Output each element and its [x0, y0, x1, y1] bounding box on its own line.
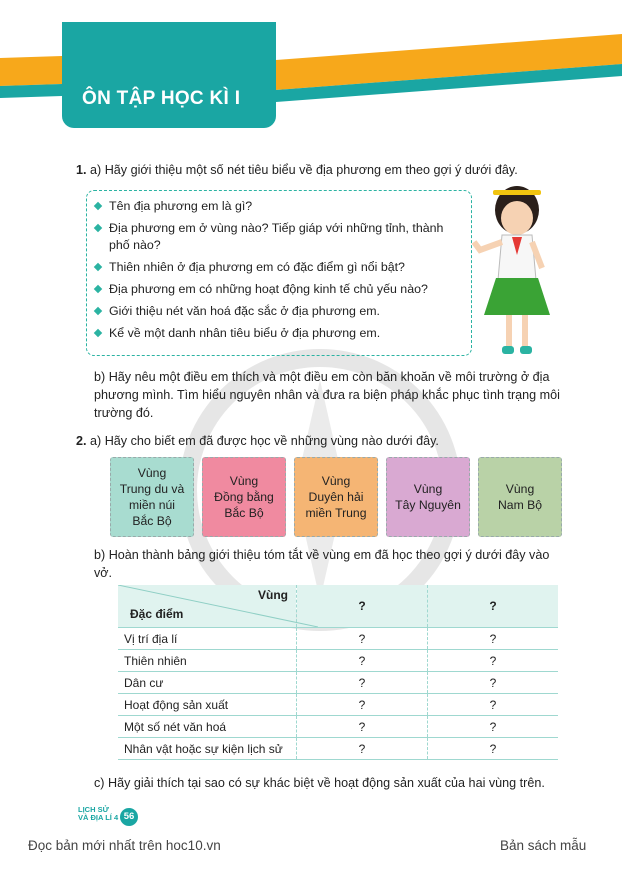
page-number: 56	[120, 808, 138, 826]
cell: ?	[297, 650, 428, 672]
cell: ?	[297, 738, 428, 760]
cell: ?	[297, 672, 428, 694]
region-card: Vùng Trung du và miền núi Bắc Bộ	[110, 457, 194, 537]
row-label: Một số nét văn hoá	[118, 716, 297, 738]
summary-table	[118, 585, 558, 760]
cell: ?	[428, 716, 559, 738]
cell: ?	[428, 628, 559, 650]
region-card: Vùng Duyên hải miền Trung	[294, 457, 378, 537]
table-row	[118, 694, 558, 716]
question-1a: 1. a) Hãy giới thiệu một số nét tiêu biểu về địa phương em theo gợi ý dưới đây.	[76, 163, 518, 177]
region-card: Vùng Tây Nguyên	[386, 457, 470, 537]
row-label: Dân cư	[118, 672, 297, 694]
cell: ?	[297, 694, 428, 716]
table-row	[118, 650, 558, 672]
table-row	[118, 628, 558, 650]
bullet-item: Kể về một danh nhân tiêu biểu ở địa phương em.	[109, 325, 463, 342]
footer-sample-label: Bản sách mẫu	[500, 838, 587, 853]
cell: ?	[428, 738, 559, 760]
table-row	[118, 738, 558, 760]
page-title: ÔN TẬP HỌC KÌ I	[82, 88, 241, 109]
cell: ?	[297, 716, 428, 738]
suggestion-box	[86, 190, 472, 356]
bullet-item: Địa phương em ở vùng nào? Tiếp giáp với những tỉnh, thành phố nào?	[109, 220, 454, 254]
table-row	[118, 672, 558, 694]
cell: ?	[428, 650, 559, 672]
table-header-row	[118, 585, 558, 628]
question-2c: c) Hãy giải thích tại sao có sự khác biệt về hoạt động sản xuất của hai vùng trên.	[94, 776, 545, 790]
header-col-1: ?	[297, 585, 428, 628]
cell: ?	[428, 672, 559, 694]
footer-source: Đọc bản mới nhất trên hoc10.vn	[28, 838, 221, 853]
bullet-item: Tên địa phương em là gì?	[109, 198, 463, 215]
header-feature-label: Đặc điểm	[130, 607, 184, 621]
row-label: Thiên nhiên	[118, 650, 297, 672]
cell: ?	[428, 694, 559, 716]
student-girl-illustration	[462, 180, 572, 365]
subject-logo: LỊCH SỬ VÀ ĐỊA LÍ 4	[78, 805, 119, 822]
question-1b: b) Hãy nêu một điều em thích và một điều em còn băn khoăn về môi trường ở địa phương mình. Tìm hiểu nguyên nhân và đưa ra biện pháp khắc phục tình trạng môi trường đó.	[94, 370, 560, 420]
table-corner-cell	[118, 585, 297, 628]
row-label: Hoạt động sản xuất	[118, 694, 297, 716]
header-col-2: ?	[428, 585, 559, 628]
header-region-label: Vùng	[258, 588, 288, 602]
cell: ?	[297, 628, 428, 650]
bullet-item: Địa phương em có những hoạt động kinh tế chủ yếu nào?	[109, 281, 463, 298]
title-tab	[62, 22, 276, 128]
row-label: Nhân vật hoặc sự kiện lịch sử	[118, 738, 297, 760]
region-card: Vùng Đồng bằng Bắc Bộ	[202, 457, 286, 537]
table-row	[118, 716, 558, 738]
question-2b: b) Hoàn thành bảng giới thiệu tóm tắt về vùng em đã học theo gợi ý dưới đây vào vở.	[94, 548, 550, 580]
bullet-item: Giới thiệu nét văn hoá đặc sắc ở địa phương em.	[109, 303, 463, 320]
question-2a: 2. a) Hãy cho biết em đã được học về những vùng nào dưới đây.	[76, 434, 439, 448]
bullet-item: Thiên nhiên ở địa phương em có đặc điểm gì nổi bật?	[109, 259, 463, 276]
row-label: Vị trí địa lí	[118, 628, 297, 650]
region-card: Vùng Nam Bộ	[478, 457, 562, 537]
